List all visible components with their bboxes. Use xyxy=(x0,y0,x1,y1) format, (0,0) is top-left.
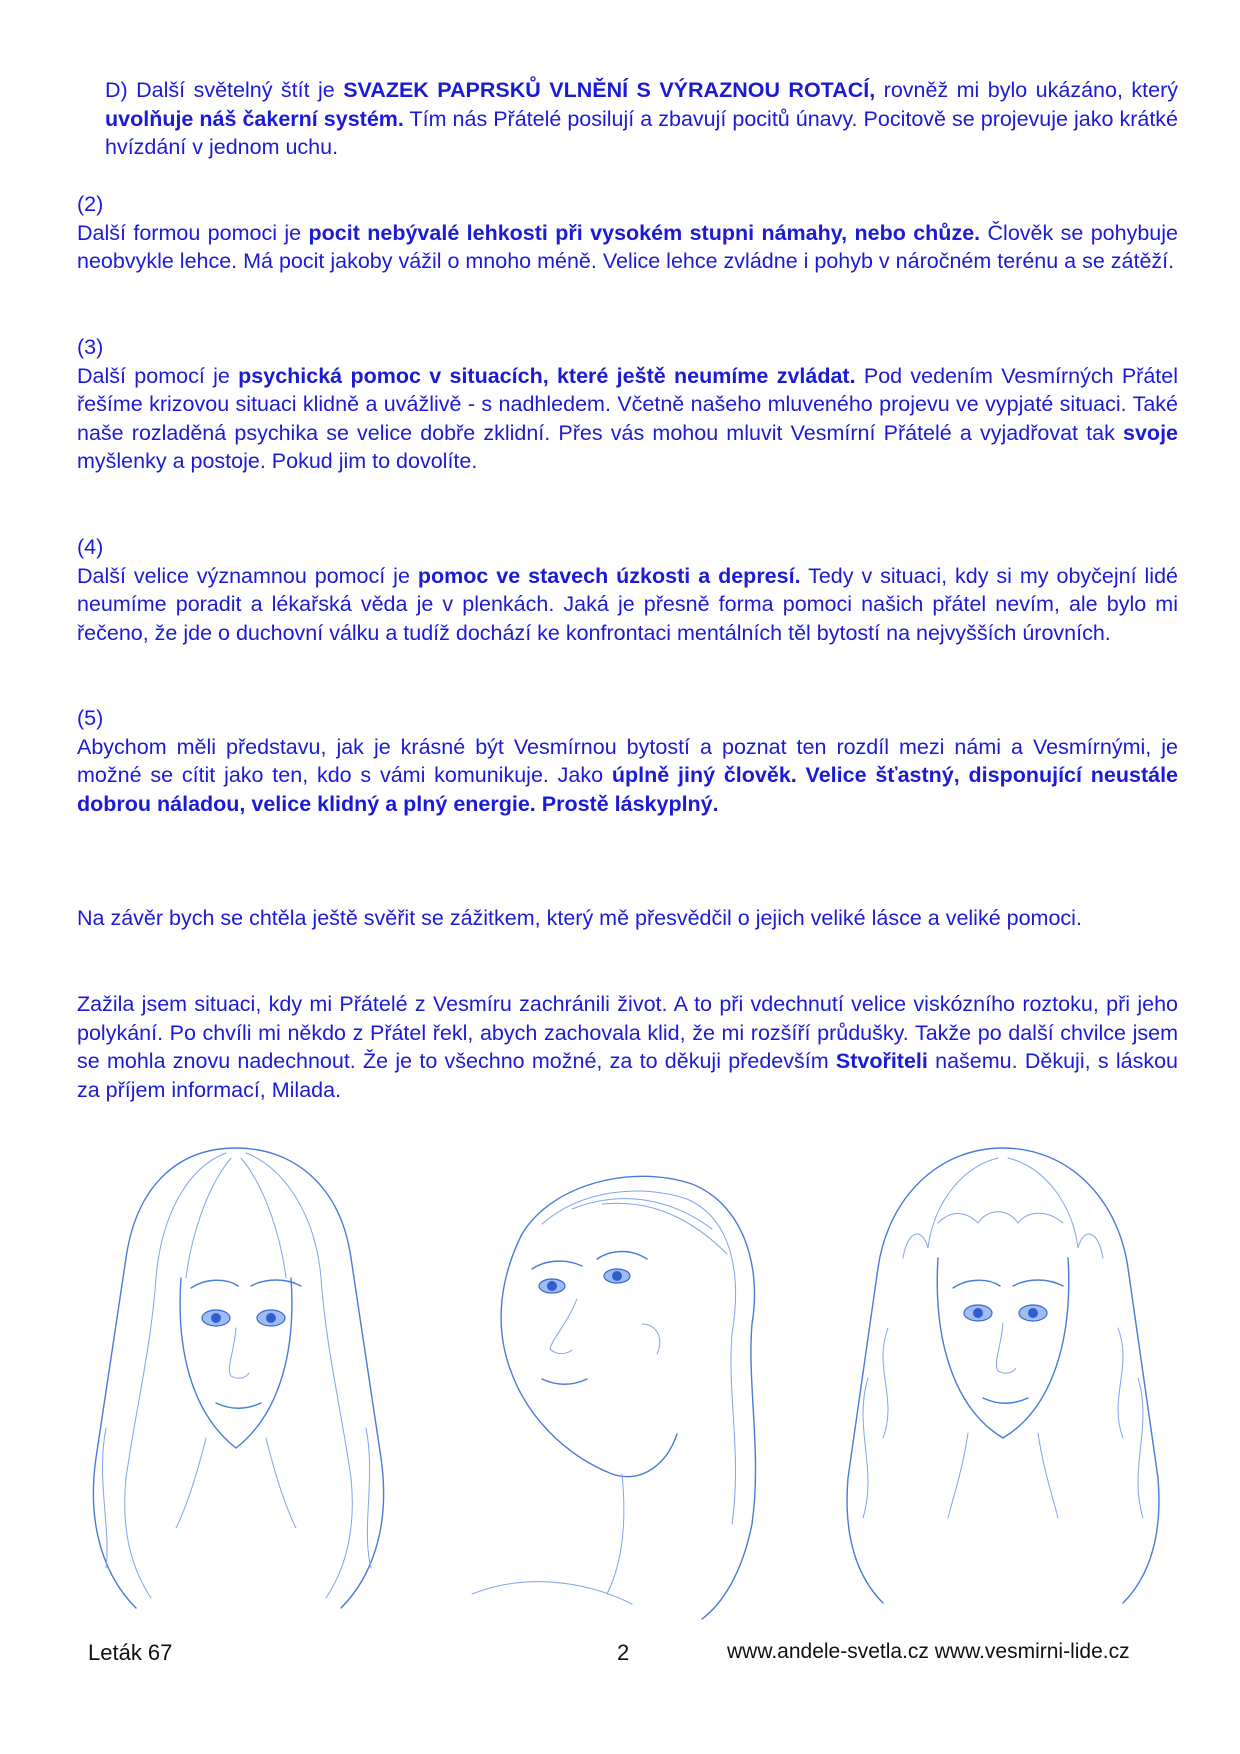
bold-run: SVAZEK PAPRSKŮ VLNĚNÍ S VÝRAZNOU ROTACÍ, xyxy=(343,78,876,102)
text-run: Tím nás Přátelé posilují a zbavují pocitů únavy. Pocitově se projevuje jako krátké hvízdání v jednom uchu. xyxy=(105,106,1178,159)
paragraph-closing xyxy=(77,904,1178,933)
paragraph-marker: (3) xyxy=(77,335,104,359)
text-run: Další pomocí je xyxy=(77,363,239,388)
paragraph-shield xyxy=(77,76,1178,162)
bold-run: svoje xyxy=(1123,420,1178,445)
portrait-sketch-middle xyxy=(432,1124,792,1624)
paragraph-marker: (5) xyxy=(77,706,104,730)
text-run: Člověk se pohybuje neobvykle lehce. Má pocit jakoby vážil o mnoho méně. Velice lehce zvládne i pohyb v náročném terénu a se zátěží. xyxy=(77,220,1178,273)
text-run: Další velice významnou pomocí je xyxy=(77,563,418,588)
text-run: Zažila jsem situaci, kdy mi Přátelé z Vesmíru zachránili život. A to při vdechnutí velice viskózního roztoku, při jeho polykání. Po chvíli mi někdo z Přátel řekl, abych zachovala klid, že mi rozšíří průdušky. Takže po další chvilce jsem se mohla znovu nadechnout. Že je to všechno možné, za to děkuji především xyxy=(77,992,1178,1073)
bold-run: psychická pomoc v situacích, které ještě neumíme zvládat. xyxy=(238,363,856,388)
footer-links: www.andele-svetla.cz www.vesmirni-lide.cz xyxy=(727,1640,1130,1663)
bold-run: uvolňuje náš čakerní systém. xyxy=(105,106,404,131)
bold-run: pomoc ve stavech úzkosti a depresí. xyxy=(417,563,801,588)
bold-run: úplně jiný člověk. Velice šťastný, disponující neustále dobrou náladou, velice klidný a plný energie. Prostě láskyplný. xyxy=(77,763,1179,816)
paragraph-marker: (4) xyxy=(77,535,104,559)
paragraph-story xyxy=(77,990,1178,1104)
paragraph-5 xyxy=(77,704,1178,818)
paragraph-marker: (2) xyxy=(77,192,104,216)
text-run: Pod vedením Vesmírných Přátel řešíme krizovou situaci klidně a uvážlivě - s nadhledem. Včetně našeho mluveného projevu ve vypjaté situaci. Také naše rozladěná psychika se velice dobře zklidní. Přes vás mohou mluvit Vesmírní Přátelé a vyjadřovat tak xyxy=(77,363,1178,445)
paragraph-4 xyxy=(77,533,1178,647)
bold-run: Stvořiteli xyxy=(835,1049,928,1073)
paragraph-3 xyxy=(77,333,1178,476)
text-run: D) Další světelný štít je xyxy=(105,78,344,102)
text-run: Abychom měli představu, jak je krásné být Vesmírnou bytostí a poznat ten rozdíl mezi námi a Vesmírnými, je možné se cítit jako ten, kdo s vámi komunikuje. Jako xyxy=(77,734,1178,787)
portrait-sketch-left xyxy=(66,1128,406,1618)
page-footer xyxy=(0,1640,1240,1670)
page-number: 2 xyxy=(617,1640,630,1665)
paragraph-2 xyxy=(77,190,1178,276)
footer-issue: Leták 67 xyxy=(88,1640,173,1665)
text-run: rovněž mi bylo ukázáno, který xyxy=(875,78,1178,102)
text-run: myšlenky a postoje. Pokud jim to dovolíte. xyxy=(77,449,478,473)
bold-run: pocit nebývalé lehkosti při vysokém stupni námahy, nebo chůze. xyxy=(308,220,981,245)
portrait-sketch-right xyxy=(828,1128,1178,1618)
text-run: Na závěr bych se chtěla ještě svěřit se zážitkem, který mě přesvědčil o jejich veliké lásce a veliké pomoci. xyxy=(77,906,1082,930)
text-run: našemu. Děkuji, s láskou za příjem informací, Milada. xyxy=(77,1049,1178,1102)
text-run: Tedy v situaci, kdy si my obyčejní lidé neumíme poradit a lékařská věda je v plenkách. Jaká je přesně forma pomoci našich přátel nevím, ale bylo mi řečeno, že jde o duchovní válku a tudíž dochází ke konfrontaci mentálních těl bytostí na nejvyšších úrovních. xyxy=(77,563,1178,645)
text-run: Další formou pomoci je xyxy=(77,220,309,245)
